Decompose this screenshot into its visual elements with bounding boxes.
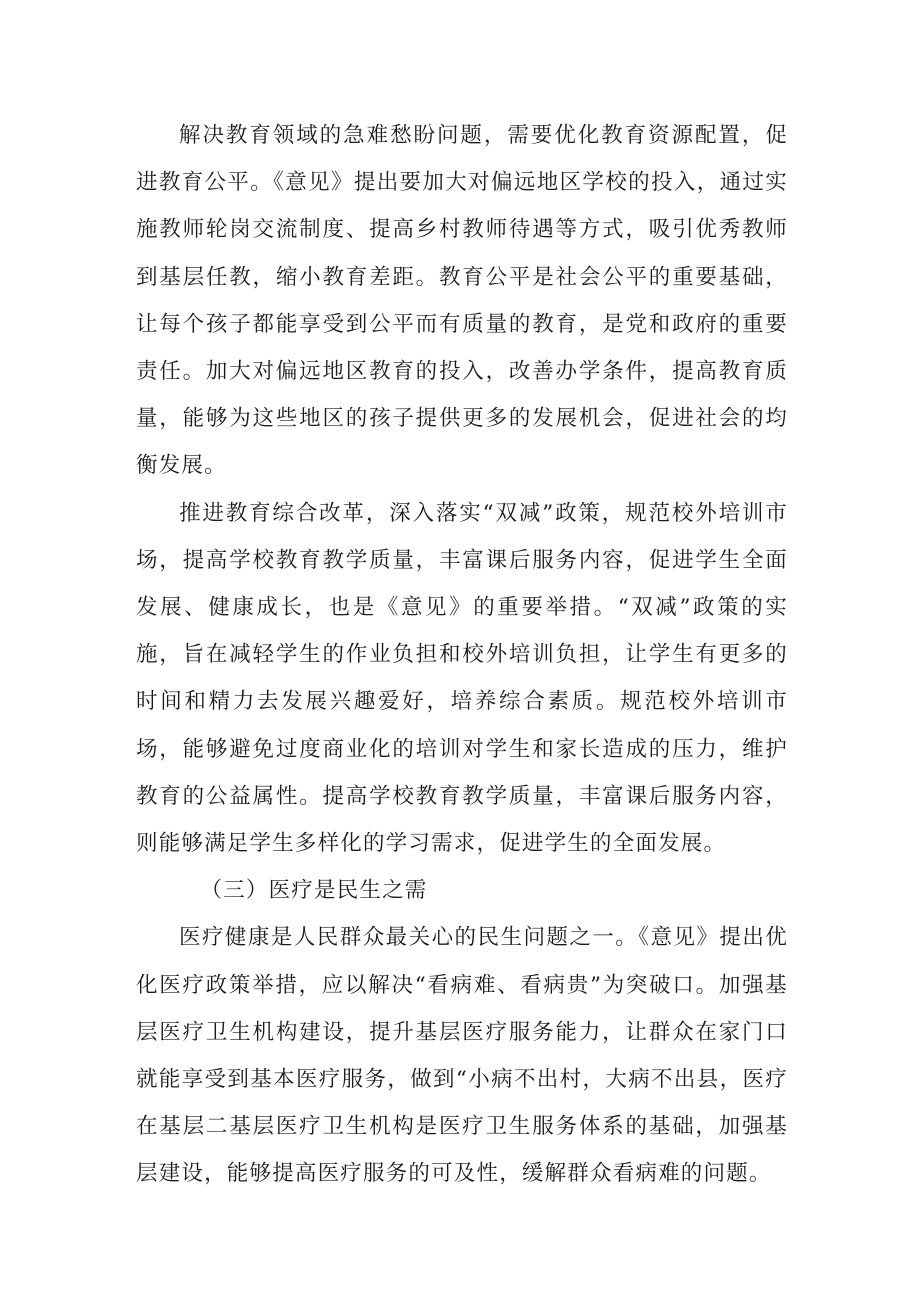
- paragraph-healthcare: 医疗健康是人民群众最关心的民生问题之一。《意见》提出优化医疗政策举措，应以解决“看病难、看病贵”为突破口。加强基层医疗卫生机构建设，提升基层医疗服务能力，让群众在家门口就能享受到基本医疗服务，做到“小病不出村，大病不出县，医疗在基层二基层医疗卫生机构是医疗卫生服务体系的基础，加强基层建设，能够提高医疗服务的可及性，缓解群众看病难的问题。: [136, 925, 788, 1187]
- section-heading-healthcare: （三）医疗是民生之需: [200, 878, 428, 904]
- document-page: [136, 112, 788, 1198]
- paragraph-education-reform: 推进教育综合改革，深入落实“双减”政策，规范校外培训市场，提高学校教育教学质量，丰富课后服务内容，促进学生全面发展、健康成长，也是《意见》的重要举措。“双减”政策的实施，旨在减轻学生的作业负担和校外培训负担，让学生有更多的时间和精力去发展兴趣爱好，培养综合素质。规范校外培训市场，能够避免过度商业化的培训对学生和家长造成的压力，维护教育的公益属性。提高学校教育教学质量，丰富课后服务内容，则能够满足学生多样化的学习需求，促进学生的全面发展。: [136, 500, 788, 857]
- paragraph-education-equity: 解决教育领域的急难愁盼问题，需要优化教育资源配置，促进教育公平。《意见》提出要加大对偏远地区学校的投入，通过实施教师轮岗交流制度、提高乡村教师待遇等方式，吸引优秀教师到基层任教，缩小教育差距。教育公平是社会公平的重要基础，让每个孩子都能享受到公平而有质量的教育，是党和政府的重要责任。加大对偏远地区教育的投入，改善办学条件，提高教育质量，能够为这些地区的孩子提供更多的发展机会，促进社会的均衡发展。: [136, 123, 788, 479]
